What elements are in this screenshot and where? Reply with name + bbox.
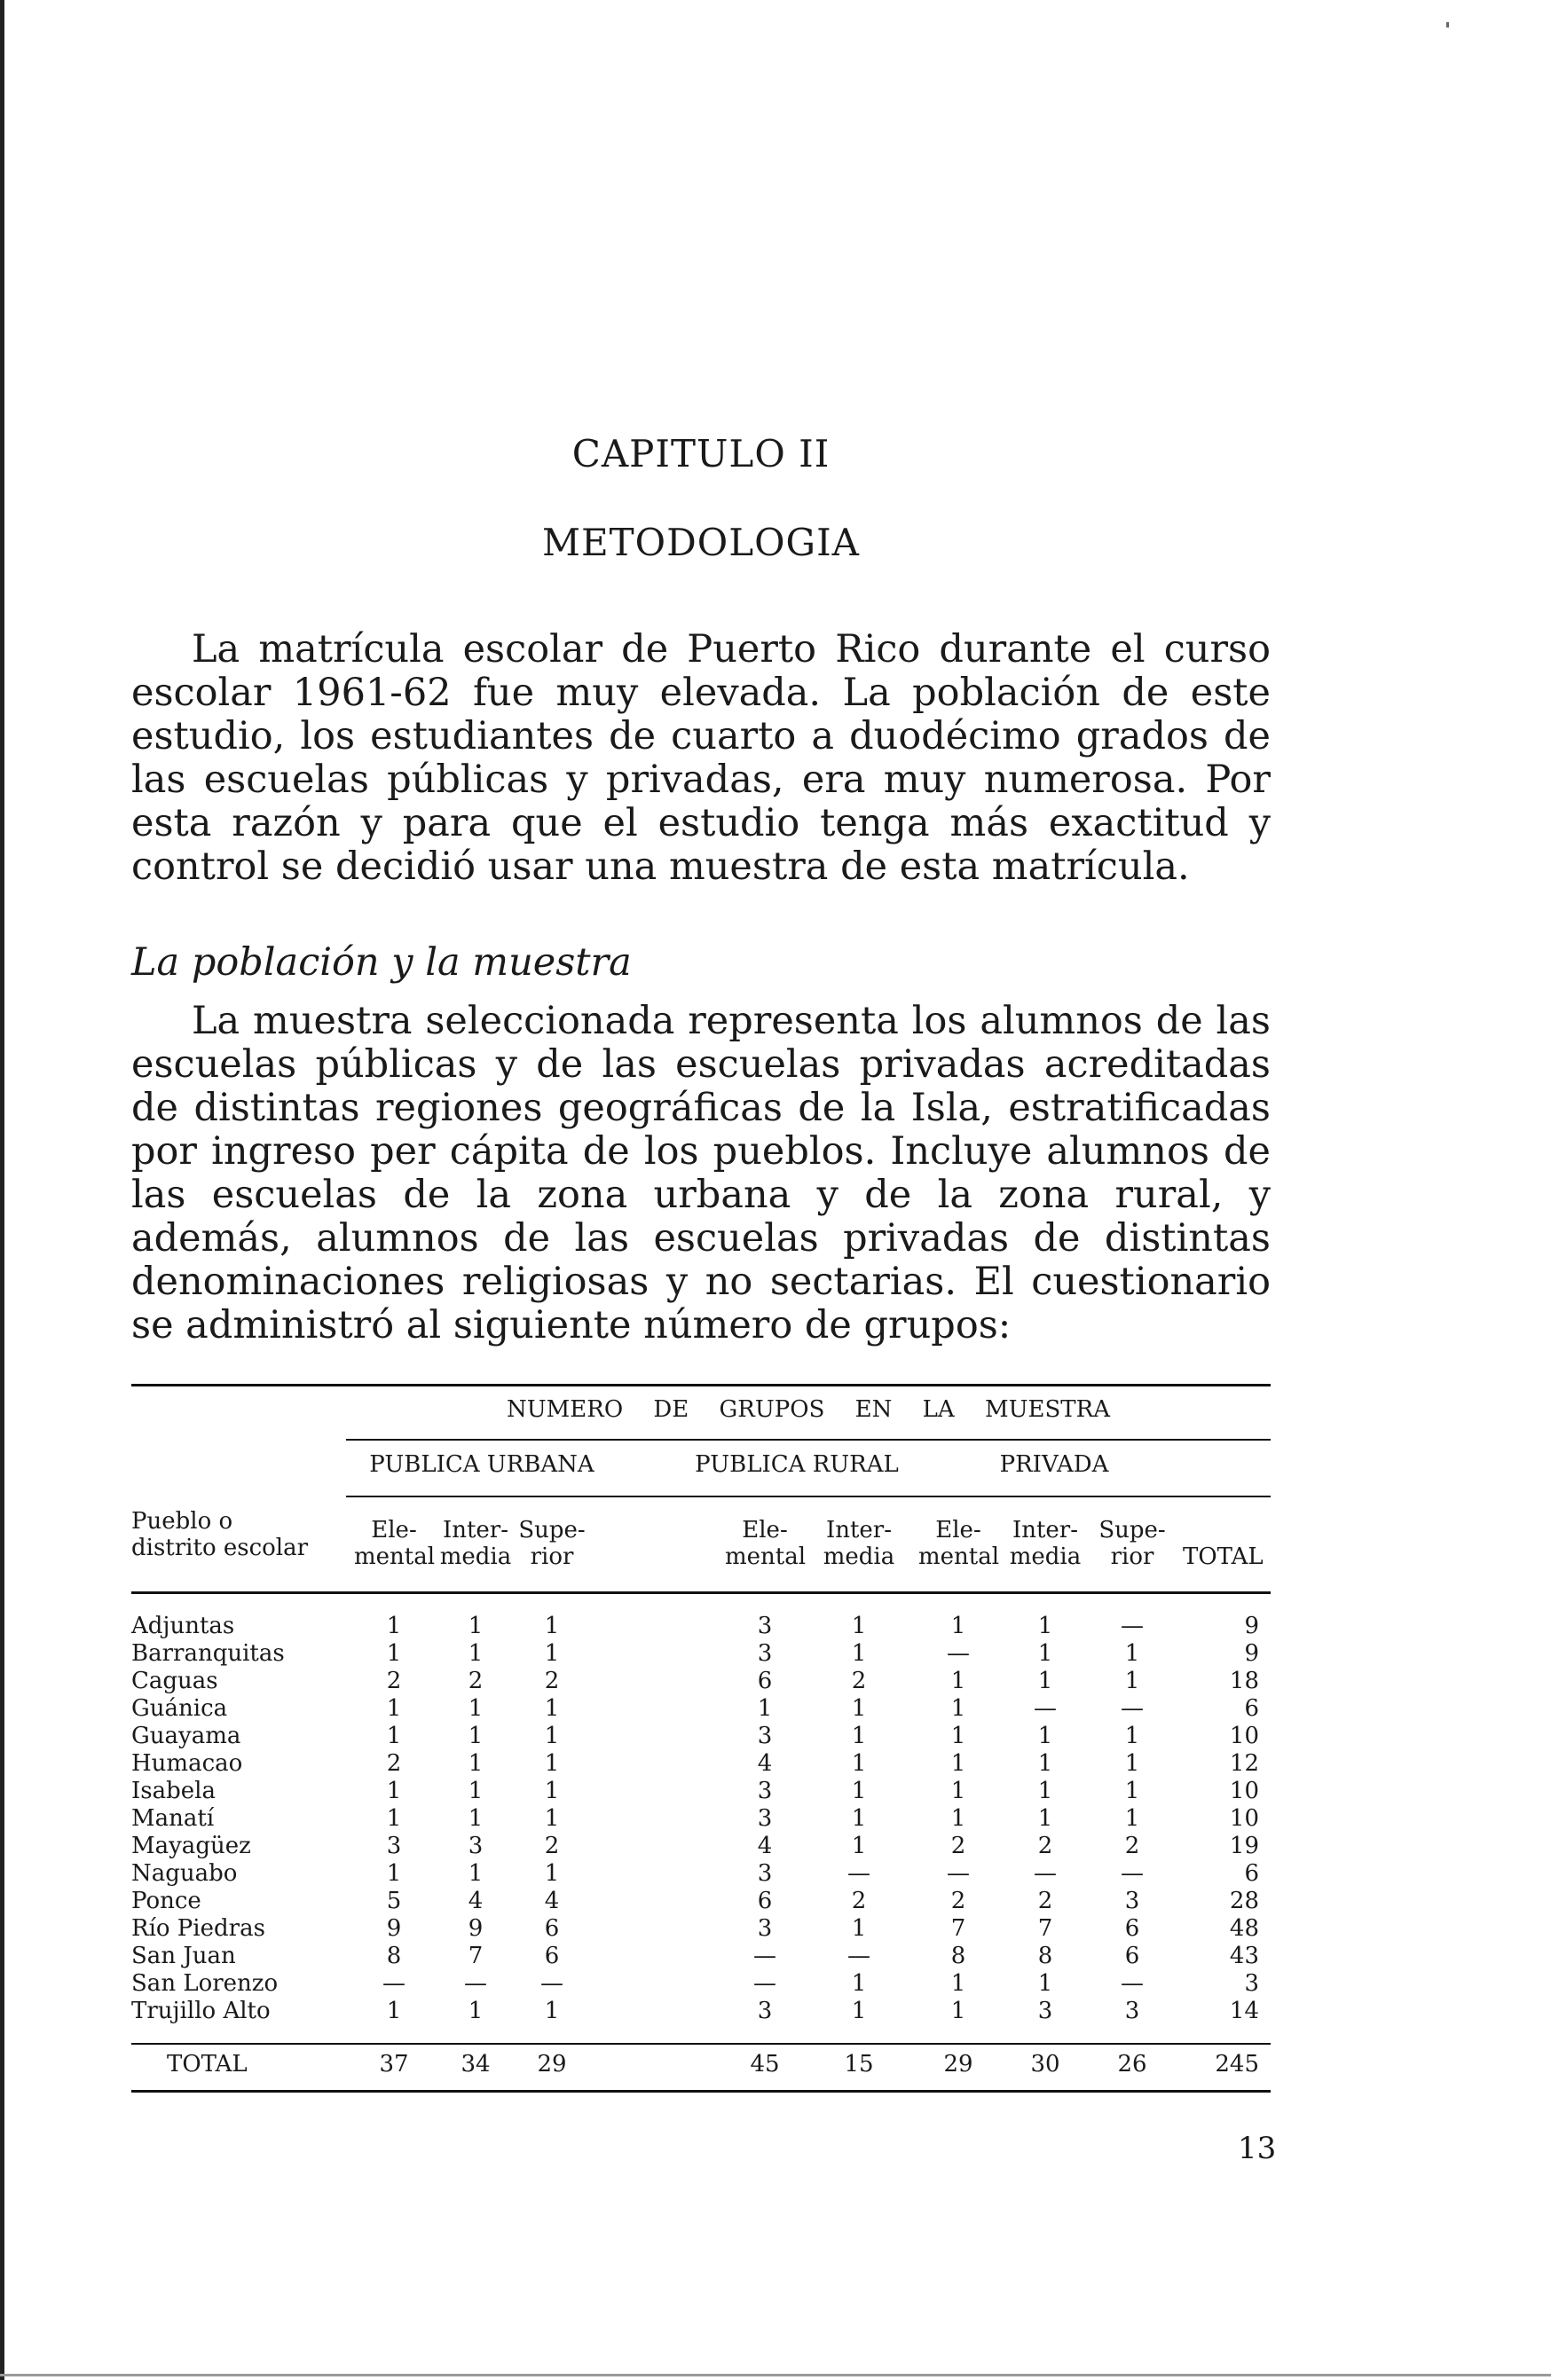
table-cell: 1	[386, 1723, 402, 1749]
table-main-header: NUMERO DE GRUPOS EN LA MUESTRA	[507, 1396, 1110, 1423]
total-cell: 30	[1030, 2051, 1060, 2078]
town-name: San Juan	[131, 1943, 236, 1969]
intro-paragraph: La matrícula escolar de Puerto Rico durante el curso escolar 1961-62 fue muy elevada. La población de este estudio, los estudiantes de cuarto a duodécimo grados de las escuelas públicas y privadas, era muy numerosa. Por esta razón y para que el estudio tenga más exactitud y control se decidió usar una muestra de esta matrícula.	[131, 627, 1271, 889]
table-cell: —	[540, 1970, 563, 1997]
totals-row	[131, 2051, 1271, 2078]
table-cell: 6	[1124, 1915, 1140, 1942]
table-top-rule	[131, 1384, 1271, 1386]
table-cell: 3	[1124, 1888, 1140, 1914]
table-cell: 1	[1124, 1723, 1140, 1749]
table-cell: 6	[544, 1943, 560, 1969]
column-header-line: rior	[1110, 1543, 1154, 1570]
table-cell: 1	[950, 1778, 966, 1804]
table-cell: 1	[851, 1778, 867, 1804]
table-cell: 7	[1037, 1915, 1053, 1942]
column-header-line: media	[1009, 1543, 1082, 1570]
table-cell: 1	[544, 1750, 560, 1777]
table-cell: 10	[1229, 1723, 1259, 1749]
table-cell: —	[464, 1970, 487, 1997]
column-header-line: Supe-	[518, 1517, 586, 1543]
table-cell: 3	[1037, 1998, 1053, 2024]
table-cell: —	[753, 1970, 776, 1997]
town-name: San Lorenzo	[131, 1970, 279, 1997]
table-cell: 6	[1244, 1860, 1259, 1887]
page-left-edge	[0, 0, 4, 2380]
table-row	[131, 1998, 1271, 2025]
town-name: Naguabo	[131, 1860, 238, 1887]
table-cell: —	[1034, 1860, 1057, 1887]
table-cell: 1	[1037, 1805, 1053, 1832]
header-bottom-rule	[131, 1591, 1271, 1594]
table-cell: 6	[757, 1888, 773, 1914]
table-cell: 5	[386, 1888, 402, 1914]
column-header-line: Ele-	[935, 1517, 981, 1543]
column-header-line	[1183, 1517, 1263, 1543]
table-row	[131, 1750, 1271, 1778]
table-cell: 1	[468, 1860, 484, 1887]
table-cell: 3	[757, 1805, 773, 1832]
table-cell: 3	[757, 1915, 773, 1942]
totals-top-rule	[131, 2043, 1271, 2045]
table-cell: 1	[1037, 1613, 1053, 1639]
table-cell: 2	[1037, 1888, 1053, 1914]
table-cell: 48	[1229, 1915, 1259, 1942]
table-cell: 4	[544, 1888, 560, 1914]
table-cell: 2	[386, 1750, 402, 1777]
table-cell: 1	[544, 1640, 560, 1667]
table-cell: —	[1121, 1970, 1144, 1997]
table-cell: 8	[386, 1943, 402, 1969]
table-cell: 1	[386, 1998, 402, 2024]
town-name: Caguas	[131, 1668, 218, 1694]
chapter-title: METODOLOGIA	[541, 521, 860, 564]
table-cell: 1	[468, 1613, 484, 1639]
table-cell: 7	[468, 1943, 484, 1969]
table-cell: 1	[1037, 1970, 1053, 1997]
table-cell: 1	[386, 1778, 402, 1804]
table-cell: —	[947, 1860, 970, 1887]
table-cell: 1	[950, 1805, 966, 1832]
table-cell: 1	[386, 1805, 402, 1832]
table-row	[131, 1778, 1271, 1805]
table-cell: 3	[757, 1998, 773, 2024]
table-row	[131, 1695, 1271, 1723]
total-cell: 45	[750, 2051, 780, 2078]
table-cell: 1	[544, 1805, 560, 1832]
group-header-privada: PRIVADA	[999, 1451, 1109, 1478]
town-name: Adjuntas	[131, 1613, 235, 1639]
table-cell: 1	[468, 1750, 484, 1777]
table-cell: 1	[1124, 1805, 1140, 1832]
column-header-line: mental	[354, 1543, 436, 1570]
table-cell: 2	[950, 1833, 966, 1859]
table-row	[131, 1943, 1271, 1970]
column-header	[1092, 1517, 1172, 1570]
table-cell: 2	[1124, 1833, 1140, 1859]
table-cell: 1	[468, 1805, 484, 1832]
table-cell: 7	[950, 1915, 966, 1942]
town-column-header: Pueblo o distrito escolar	[131, 1508, 309, 1561]
table-cell: 1	[386, 1695, 402, 1722]
table-cell: 2	[851, 1888, 867, 1914]
table-cell: 2	[851, 1668, 867, 1694]
column-header	[512, 1517, 592, 1570]
table-cell: 3	[468, 1833, 484, 1859]
column-header-line: mental	[725, 1543, 807, 1570]
table-cell: 1	[950, 1970, 966, 1997]
table-cell: 1	[544, 1723, 560, 1749]
column-header-line: mental	[918, 1543, 1000, 1570]
table-cell: 1	[851, 1805, 867, 1832]
table-cell: 10	[1229, 1805, 1259, 1832]
table-cell: 19	[1229, 1833, 1259, 1859]
table-cell: 3	[757, 1860, 773, 1887]
table-cell: 1	[468, 1778, 484, 1804]
table-row	[131, 1668, 1271, 1695]
total-cell: 245	[1215, 2051, 1259, 2078]
table-cell: 1	[468, 1998, 484, 2024]
column-header-line: Inter-	[1012, 1517, 1079, 1543]
table-row	[131, 1833, 1271, 1860]
table-cell: 1	[544, 1695, 560, 1722]
table-cell: 6	[544, 1915, 560, 1942]
table-cell: 1	[1037, 1723, 1053, 1749]
table-cell: 1	[950, 1750, 966, 1777]
table-cell: 1	[468, 1723, 484, 1749]
table-cell: 1	[851, 1723, 867, 1749]
table-cell: 1	[1124, 1778, 1140, 1804]
total-cell: 37	[379, 2051, 409, 2078]
table-cell: 4	[757, 1750, 773, 1777]
town-name: Mayagüez	[131, 1833, 251, 1859]
table-cell: —	[1121, 1860, 1144, 1887]
town-name: Guayama	[131, 1723, 241, 1749]
town-name: Isabela	[131, 1778, 216, 1804]
table-cell: 1	[1124, 1668, 1140, 1694]
table-cell: 1	[1124, 1640, 1140, 1667]
town-name: Trujillo Alto	[131, 1998, 271, 2024]
table-cell: 1	[468, 1640, 484, 1667]
table-cell: 3	[386, 1833, 402, 1859]
page-number: 13	[1238, 2131, 1277, 2166]
table-cell: 6	[1124, 1943, 1140, 1969]
table-cell: 6	[1244, 1695, 1259, 1722]
table-cell: —	[847, 1860, 870, 1887]
table-cell: 28	[1229, 1888, 1259, 1914]
totals-label: TOTAL	[167, 2051, 248, 2078]
page-bottom-edge	[0, 2374, 1551, 2376]
town-name: Humacao	[131, 1750, 243, 1777]
town-name: Ponce	[131, 1888, 201, 1914]
column-header-line: Inter-	[825, 1517, 893, 1543]
table-row	[131, 1640, 1271, 1668]
group-header-rule	[346, 1496, 1271, 1497]
table-cell: 1	[544, 1613, 560, 1639]
table-cell: 2	[544, 1833, 560, 1859]
sample-paragraph: La muestra seleccionada representa los alumnos de las escuelas públicas y de las escuelas privadas acreditadas de distintas regiones geográficas de la Isla, estratificadas por ingreso per cápita de los pueblos. Incluye alumnos de las escuelas de la zona urbana y de la zona rural, y además, alumnos de las escuelas privadas de distintas denominaciones religiosas y no sectarias. El cuestionario se administró al siguiente número de grupos:	[131, 999, 1271, 1347]
table-cell: 1	[851, 1998, 867, 2024]
table-cell: 1	[851, 1695, 867, 1722]
table-cell: 2	[468, 1668, 484, 1694]
total-cell: 29	[537, 2051, 567, 2078]
column-header-line: rior	[530, 1543, 574, 1570]
table-cell: 1	[757, 1695, 773, 1722]
total-cell: 26	[1117, 2051, 1147, 2078]
table-row	[131, 1723, 1271, 1750]
town-name: Río Piedras	[131, 1915, 265, 1942]
table-cell: 1	[950, 1613, 966, 1639]
table-cell: —	[1034, 1695, 1057, 1722]
total-cell: 34	[461, 2051, 491, 2078]
table-cell: 1	[1124, 1750, 1140, 1777]
table-cell: —	[753, 1943, 776, 1969]
table-row	[131, 1860, 1271, 1888]
table-cell: 3	[757, 1723, 773, 1749]
table-cell: 3	[757, 1778, 773, 1804]
table-cell: 2	[1037, 1833, 1053, 1859]
section-heading: La población y la muestra	[131, 940, 632, 985]
table-cell: 3	[757, 1640, 773, 1667]
chapter-number: CAPITULO II	[571, 432, 831, 475]
table-cell: 1	[950, 1998, 966, 2024]
group-header-publica-urbana: PUBLICA URBANA	[369, 1451, 594, 1478]
table-cell: 1	[1037, 1640, 1053, 1667]
table-cell: 12	[1229, 1750, 1259, 1777]
table-cell: 1	[851, 1613, 867, 1639]
table-cell: 1	[851, 1970, 867, 1997]
table-cell: 1	[386, 1640, 402, 1667]
town-name: Barranquitas	[131, 1640, 285, 1667]
table-cell: 2	[386, 1668, 402, 1694]
table-cell: 4	[757, 1833, 773, 1859]
table-row	[131, 1970, 1271, 1998]
column-header	[1005, 1517, 1085, 1570]
town-name: Guánica	[131, 1695, 228, 1722]
column-header	[1183, 1517, 1263, 1570]
table-cell: 14	[1229, 1998, 1259, 2024]
table-cell: 18	[1229, 1668, 1259, 1694]
table-cell: 3	[757, 1613, 773, 1639]
table-cell: —	[1121, 1695, 1144, 1722]
table-cell: 1	[1037, 1750, 1053, 1777]
table-cell: 9	[1244, 1613, 1259, 1639]
column-header-line: Supe-	[1098, 1517, 1166, 1543]
table-cell: 1	[950, 1723, 966, 1749]
column-header	[819, 1517, 899, 1570]
table-cell: 1	[851, 1640, 867, 1667]
table-cell: 1	[950, 1668, 966, 1694]
print-speck	[1446, 22, 1449, 27]
column-header-line: Ele-	[371, 1517, 417, 1543]
table-cell: 8	[950, 1943, 966, 1969]
table-cell: 9	[1244, 1640, 1259, 1667]
town-name: Manatí	[131, 1805, 215, 1832]
column-header-line: media	[823, 1543, 895, 1570]
group-header-publica-rural: PUBLICA RURAL	[695, 1451, 899, 1478]
column-header-line: media	[439, 1543, 512, 1570]
table-cell: 1	[851, 1833, 867, 1859]
table-cell: 1	[851, 1750, 867, 1777]
column-header	[918, 1517, 998, 1570]
table-cell: 10	[1229, 1778, 1259, 1804]
total-cell: 15	[844, 2051, 874, 2078]
column-header-line: Inter-	[442, 1517, 509, 1543]
table-cell: 1	[386, 1613, 402, 1639]
table-cell: 9	[468, 1915, 484, 1942]
table-row	[131, 1805, 1271, 1833]
column-header-line: TOTAL	[1183, 1543, 1264, 1570]
table-row	[131, 1915, 1271, 1943]
column-header	[354, 1517, 434, 1570]
table-cell: 1	[386, 1860, 402, 1887]
table-cell: —	[947, 1640, 970, 1667]
table-cell: 1	[544, 1998, 560, 2024]
table-cell: 9	[386, 1915, 402, 1942]
table-cell: 1	[468, 1695, 484, 1722]
column-header	[725, 1517, 805, 1570]
table-cell: 6	[757, 1668, 773, 1694]
table-cell: 1	[1037, 1778, 1053, 1804]
column-header-line: Ele-	[742, 1517, 788, 1543]
total-cell: 29	[943, 2051, 973, 2078]
table-row	[131, 1888, 1271, 1915]
main-header-rule	[346, 1439, 1271, 1441]
table-cell: 2	[544, 1668, 560, 1694]
table-cell: —	[1121, 1613, 1144, 1639]
table-cell: —	[847, 1943, 870, 1969]
table-cell: 1	[950, 1695, 966, 1722]
table-cell: 2	[950, 1888, 966, 1914]
table-cell: 1	[851, 1915, 867, 1942]
table-cell: —	[382, 1970, 405, 1997]
table-cell: 1	[1037, 1668, 1053, 1694]
table-cell: 43	[1229, 1943, 1259, 1969]
table-cell: 3	[1244, 1970, 1259, 1997]
table-cell: 3	[1124, 1998, 1140, 2024]
column-header	[436, 1517, 516, 1570]
table-cell: 1	[544, 1860, 560, 1887]
table-cell: 8	[1037, 1943, 1053, 1969]
table-row	[131, 1613, 1271, 1640]
table-bottom-rule	[131, 2090, 1271, 2093]
table-cell: 4	[468, 1888, 484, 1914]
table-cell: 1	[544, 1778, 560, 1804]
